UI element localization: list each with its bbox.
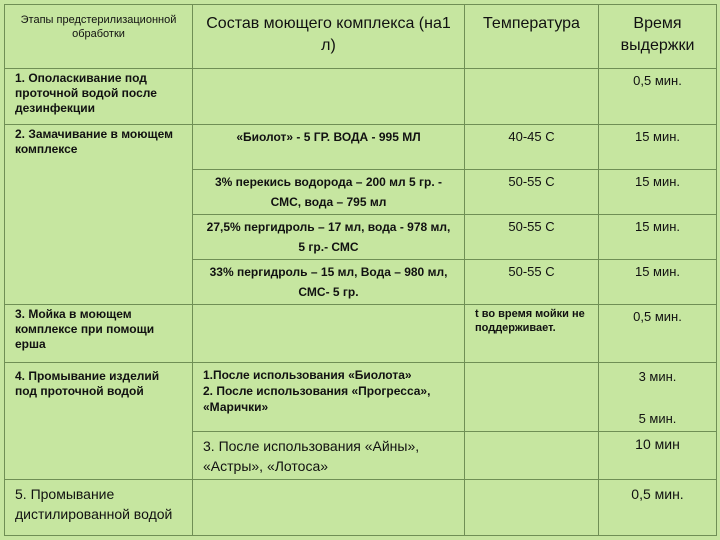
temperature-2c: 50-55 С: [465, 215, 599, 260]
temperature-2b: 50-55 С: [465, 170, 599, 215]
time-2c: 15 мин.: [599, 215, 717, 260]
time-2b: 15 мин.: [599, 170, 717, 215]
table-row: [5, 125, 717, 170]
header-time: Время выдержки: [599, 5, 717, 69]
table-row: [5, 363, 717, 432]
stage-4: 4. Промывание изделий под проточной водой: [5, 363, 193, 480]
time-5: 0,5 мин.: [599, 480, 717, 536]
header-temperature: Температура: [465, 5, 599, 69]
stage-3: 3. Мойка в моющем комплексе при помощи ерша: [5, 305, 193, 363]
composition-1: [193, 69, 465, 125]
composition-3: [193, 305, 465, 363]
time-3: 0,5 мин.: [599, 305, 717, 363]
time-4b: 10 мин: [599, 432, 717, 480]
temperature-3: t во время мойки не поддерживает.: [465, 305, 599, 363]
composition-2c: 27,5% пергидроль – 17 мл, вода - 978 мл, 5 гр.- СМС: [193, 215, 465, 260]
treatment-table: [4, 4, 717, 536]
time-2a: 15 мин.: [599, 125, 717, 170]
header-composition: Состав моющего комплекса (на1 л): [193, 5, 465, 69]
stage-1: 1. Ополаскивание под проточной водой после дезинфекции: [5, 69, 193, 125]
composition-2d: 33% пергидроль – 15 мл, Вода – 980 мл, СМС- 5 гр.: [193, 260, 465, 305]
composition-2b: 3% перекись водорода – 200 мл 5 гр. - СМС, вода – 795 мл: [193, 170, 465, 215]
time-4-biolot: 3 мин.: [638, 369, 677, 384]
composition-5: [193, 480, 465, 536]
table-row: [5, 480, 717, 536]
stage-2: 2. Замачивание в моющем комплексе: [5, 125, 193, 305]
temperature-4b: [465, 432, 599, 480]
header-stages: Этапы предстерилизационной обработки: [5, 5, 193, 69]
table-row: [5, 305, 717, 363]
temperature-1: [465, 69, 599, 125]
composition-4b: 3. После использования «Айны», «Астры», «Лотоса»: [193, 432, 465, 480]
temperature-5: [465, 480, 599, 536]
table-row: [5, 69, 717, 125]
time-4: [599, 363, 717, 432]
composition-2a: «Биолот» - 5 ГР. ВОДА - 995 МЛ: [193, 125, 465, 170]
time-1: 0,5 мин.: [599, 69, 717, 125]
stage-5: 5. Промывание дистилированной водой: [5, 480, 193, 536]
temperature-2a: 40-45 С: [465, 125, 599, 170]
time-2d: 15 мин.: [599, 260, 717, 305]
temperature-2d: 50-55 С: [465, 260, 599, 305]
composition-4-biolot: 1.После использования «Биолота»: [203, 368, 412, 382]
header-row: [5, 5, 717, 69]
composition-4-progress: 2. После использования «Прогресса», «Марички»: [203, 384, 431, 414]
composition-4: [193, 363, 465, 432]
temperature-4: [465, 363, 599, 432]
time-4-progress: 5 мин.: [638, 411, 677, 426]
